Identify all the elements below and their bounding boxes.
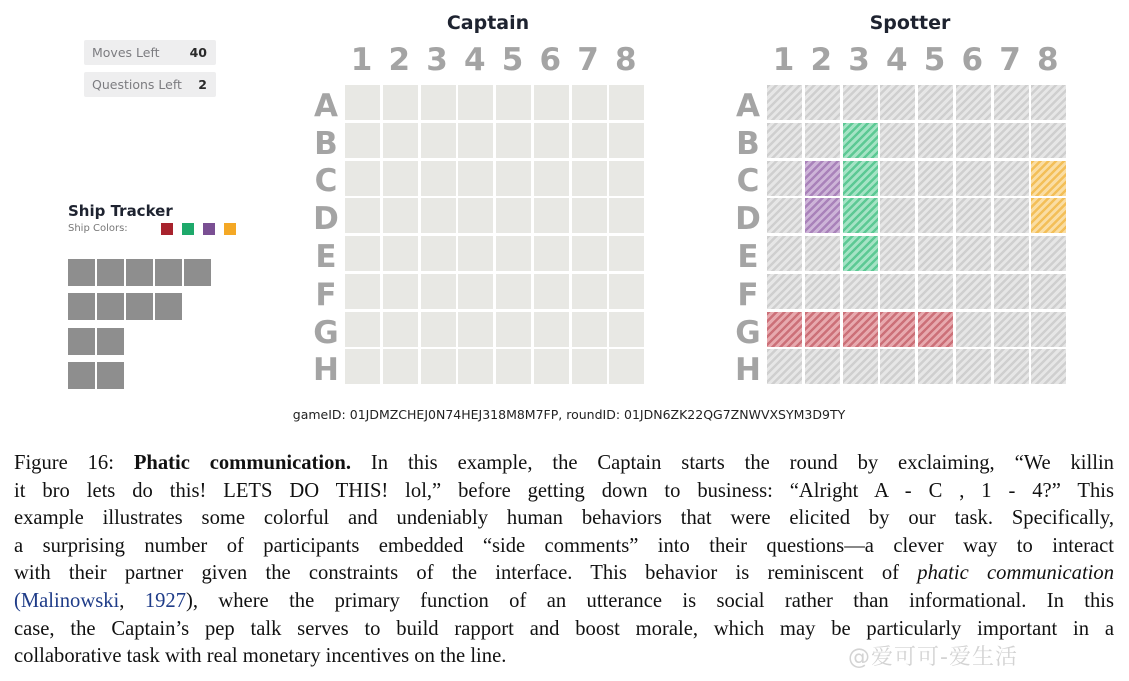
- spotter-col-4: 4: [885, 42, 908, 78]
- captain-cell-H6[interactable]: [534, 349, 569, 384]
- spotter-row-C: C: [736, 163, 760, 199]
- spotter-cell-C6: [956, 161, 991, 196]
- spotter-cell-B8: [1031, 123, 1066, 158]
- moves-left-box: [84, 40, 216, 65]
- captain-row-B: B: [314, 126, 338, 162]
- spotter-cell-C3: [843, 161, 878, 196]
- spotter-cell-F1: [767, 274, 802, 309]
- captain-cell-E6[interactable]: [534, 236, 569, 271]
- spotter-cell-B2: [805, 123, 840, 158]
- ship-segment: [97, 259, 124, 286]
- spotter-title: Spotter: [869, 12, 951, 34]
- ship-segment: [184, 259, 211, 286]
- caption-line-6: (Malinowski, 1927), where the primary function of an utterance is social rather than informational. In this: [14, 589, 1115, 612]
- caption-title: Phatic communication.: [133, 452, 352, 474]
- figure-caption: [14, 450, 1114, 671]
- spotter-cell-E3: [843, 236, 878, 271]
- ship-segment: [68, 362, 95, 389]
- captain-cell-G4[interactable]: [458, 312, 493, 347]
- captain-cell-H2[interactable]: [383, 349, 418, 384]
- spotter-cell-F7: [994, 274, 1029, 309]
- captain-cell-D3[interactable]: [421, 198, 456, 233]
- captain-cell-F2[interactable]: [383, 274, 418, 309]
- captain-row-C: C: [314, 163, 338, 199]
- spotter-cell-C7: [994, 161, 1029, 196]
- spotter-cell-B4: [880, 123, 915, 158]
- captain-col-2: 2: [388, 42, 411, 78]
- spotter-cell-D8: [1031, 198, 1066, 233]
- spotter-cell-F4: [880, 274, 915, 309]
- captain-cell-C7[interactable]: [572, 161, 607, 196]
- spotter-row-H: H: [735, 352, 761, 388]
- figure-label: Figure 16:: [14, 452, 114, 474]
- captain-cell-E2[interactable]: [383, 236, 418, 271]
- spotter-cell-C4: [880, 161, 915, 196]
- captain-cell-B6[interactable]: [534, 123, 569, 158]
- captain-cell-C2[interactable]: [383, 161, 418, 196]
- captain-cell-B4[interactable]: [458, 123, 493, 158]
- ship-color-swatch: [182, 223, 194, 235]
- captain-col-3: 3: [426, 42, 448, 78]
- spotter-cell-A7: [994, 85, 1029, 120]
- spotter-cell-A6: [956, 85, 991, 120]
- spotter-row-G: G: [735, 315, 761, 351]
- spotter-cell-H5: [918, 349, 953, 384]
- spotter-row-D: D: [735, 201, 761, 237]
- spotter-cell-D6: [956, 198, 991, 233]
- ship-segment: [155, 259, 182, 286]
- spotter-grid: [766, 84, 1068, 386]
- captain-cell-F4[interactable]: [458, 274, 493, 309]
- spotter-row-E: E: [737, 239, 759, 275]
- captain-cell-H8[interactable]: [609, 349, 644, 384]
- spotter-cell-D4: [880, 198, 915, 233]
- captain-cell-C4[interactable]: [458, 161, 493, 196]
- spotter-cell-H1: [767, 349, 802, 384]
- captain-col-5: 5: [501, 42, 524, 78]
- spotter-cell-C8: [1031, 161, 1066, 196]
- captain-cell-G5[interactable]: [496, 312, 531, 347]
- spotter-col-8: 8: [1036, 42, 1059, 78]
- spotter-col-5: 5: [923, 42, 946, 78]
- spotter-col-1: 1: [772, 42, 795, 78]
- captain-cell-E7[interactable]: [572, 236, 607, 271]
- phatic-term: phatic communication: [917, 562, 1114, 585]
- captain-cell-F5[interactable]: [496, 274, 531, 309]
- spotter-cell-E1: [767, 236, 802, 271]
- captain-cell-E1[interactable]: [345, 236, 380, 271]
- ship-segment: [126, 293, 153, 320]
- captain-cell-F7[interactable]: [572, 274, 607, 309]
- spotter-col-6: 6: [961, 42, 984, 78]
- citation-link[interactable]: Malinowski: [20, 589, 120, 612]
- spotter-cell-F2: [805, 274, 840, 309]
- captain-row-D: D: [313, 201, 339, 237]
- ship-tracker-title: Ship Tracker: [68, 202, 173, 220]
- ship-segment: [126, 259, 153, 286]
- caption-line-1: Figure 16: Phatic communication. In this example, the Captain starts the round by exclaiming, “We killin: [14, 452, 1114, 474]
- spotter-cell-E2: [805, 236, 840, 271]
- captain-cell-E3[interactable]: [421, 236, 456, 271]
- captain-col-8: 8: [614, 42, 637, 78]
- ship-tracker-ship: [68, 259, 211, 286]
- captain-cell-D8[interactable]: [609, 198, 644, 233]
- captain-cell-B8[interactable]: [609, 123, 644, 158]
- captain-row-F: F: [315, 277, 337, 313]
- captain-cell-H5[interactable]: [496, 349, 531, 384]
- spotter-col-7: 7: [999, 42, 1021, 78]
- captain-cell-G6[interactable]: [534, 312, 569, 347]
- spotter-cell-F8: [1031, 274, 1066, 309]
- captain-cell-D4[interactable]: [458, 198, 493, 233]
- caption-line-8: collaborative task with real monetary incentives on the line.: [14, 645, 507, 668]
- spotter-row-F: F: [737, 277, 759, 313]
- spotter-cell-G5: [918, 312, 953, 347]
- spotter-cell-D2: [805, 198, 840, 233]
- captain-col-1: 1: [350, 42, 373, 78]
- captain-cell-E4[interactable]: [458, 236, 493, 271]
- spotter-cell-H4: [880, 349, 915, 384]
- spotter-cell-E8: [1031, 236, 1066, 271]
- ship-segment: [68, 328, 95, 355]
- captain-cell-G2[interactable]: [383, 312, 418, 347]
- spotter-cell-H8: [1031, 349, 1066, 384]
- ship-segment: [155, 293, 182, 320]
- captain-cell-A8[interactable]: [609, 85, 644, 120]
- captain-cell-C8[interactable]: [609, 161, 644, 196]
- spotter-cell-G2: [805, 312, 840, 347]
- spotter-col-2: 2: [810, 42, 833, 78]
- spotter-cell-A4: [880, 85, 915, 120]
- captain-cell-B5[interactable]: [496, 123, 531, 158]
- watermark: @爱可可-爱生活: [848, 645, 1018, 670]
- captain-col-7: 7: [577, 42, 599, 78]
- spotter-cell-H6: [956, 349, 991, 384]
- captain-cell-G7[interactable]: [572, 312, 607, 347]
- spotter-cell-D5: [918, 198, 953, 233]
- captain-cell-H4[interactable]: [458, 349, 493, 384]
- spotter-cell-H2: [805, 349, 840, 384]
- ship-segment: [68, 293, 95, 320]
- captain-cell-A7[interactable]: [572, 85, 607, 120]
- spotter-cell-B1: [767, 123, 802, 158]
- ship-tracker-ship: [68, 362, 124, 389]
- ship-tracker-ship: [68, 328, 124, 355]
- citation-year-link[interactable]: 1927: [144, 589, 186, 612]
- captain-cell-C5[interactable]: [496, 161, 531, 196]
- questions-left-box: [84, 72, 216, 97]
- spotter-cell-C1: [767, 161, 802, 196]
- ship-segment: [97, 293, 124, 320]
- spotter-cell-A1: [767, 85, 802, 120]
- spotter-cell-C5: [918, 161, 953, 196]
- captain-row-G: G: [313, 315, 339, 351]
- captain-cell-A6[interactable]: [534, 85, 569, 120]
- spotter-cell-A8: [1031, 85, 1066, 120]
- spotter-cell-H3: [843, 349, 878, 384]
- ship-segment: [97, 328, 124, 355]
- spotter-cell-B5: [918, 123, 953, 158]
- game-ids: gameID: 01JDMZCHEJ0N74HEJ318M8M7FP, roundID: 01JDN6ZK22QG7ZNWVXSYM3D9TY: [292, 407, 846, 422]
- captain-cell-C6[interactable]: [534, 161, 569, 196]
- spotter-cell-B6: [956, 123, 991, 158]
- caption-line-2: it bro lets do this! LETS DO THIS! lol,” before getting down to business: “Alright A - C , 1 - 4?” This: [14, 479, 1114, 502]
- spotter-cell-D3: [843, 198, 878, 233]
- ship-segment: [68, 259, 95, 286]
- ship-tracker-ship: [68, 293, 182, 320]
- captain-cell-D7[interactable]: [572, 198, 607, 233]
- spotter-cell-G8: [1031, 312, 1066, 347]
- spotter-cell-A3: [843, 85, 878, 120]
- captain-col-4: 4: [463, 42, 486, 78]
- spotter-cell-G6: [956, 312, 991, 347]
- captain-cell-A2[interactable]: [383, 85, 418, 120]
- captain-cell-G3[interactable]: [421, 312, 456, 347]
- spotter-cell-B7: [994, 123, 1029, 158]
- spotter-cell-G7: [994, 312, 1029, 347]
- captain-cell-E8[interactable]: [609, 236, 644, 271]
- captain-cell-D1[interactable]: [345, 198, 380, 233]
- captain-cell-C3[interactable]: [421, 161, 456, 196]
- captain-cell-F8[interactable]: [609, 274, 644, 309]
- captain-cell-D5[interactable]: [496, 198, 531, 233]
- ship-color-swatch: [161, 223, 173, 235]
- spotter-cell-G1: [767, 312, 802, 347]
- spotter-cell-A2: [805, 85, 840, 120]
- spotter-cell-E7: [994, 236, 1029, 271]
- captain-cell-G1[interactable]: [345, 312, 380, 347]
- captain-title: Captain: [446, 12, 530, 34]
- spotter-cell-F3: [843, 274, 878, 309]
- questions-left-label: Questions Left: [92, 77, 182, 92]
- captain-cell-D2[interactable]: [383, 198, 418, 233]
- moves-left-label: Moves Left: [92, 45, 160, 60]
- spotter-cell-E4: [880, 236, 915, 271]
- captain-row-H: H: [313, 352, 339, 388]
- captain-cell-G8[interactable]: [609, 312, 644, 347]
- captain-cell-B3[interactable]: [421, 123, 456, 158]
- captain-cell-A1[interactable]: [345, 85, 380, 120]
- captain-cell-F6[interactable]: [534, 274, 569, 309]
- spotter-cell-G3: [843, 312, 878, 347]
- captain-grid: [344, 84, 646, 386]
- spotter-cell-D1: [767, 198, 802, 233]
- captain-cell-A3[interactable]: [421, 85, 456, 120]
- moves-left-value: 40: [189, 45, 207, 60]
- spotter-cell-E5: [918, 236, 953, 271]
- spotter-cell-G4: [880, 312, 915, 347]
- caption-line-5: with their partner given the constraints of the interface. This behavior is reminiscent of phatic communication: [14, 562, 1114, 585]
- captain-cell-C1[interactable]: [345, 161, 380, 196]
- captain-col-6: 6: [539, 42, 562, 78]
- spotter-cell-B3: [843, 123, 878, 158]
- ship-color-swatch: [203, 223, 215, 235]
- captain-row-E: E: [315, 239, 337, 275]
- spotter-cell-F6: [956, 274, 991, 309]
- spotter-row-A: A: [736, 88, 760, 124]
- caption-line-3: example illustrates some colorful and undeniably human behaviors that were elicited by our task. Specifically,: [14, 507, 1114, 530]
- captain-cell-E5[interactable]: [496, 236, 531, 271]
- captain-cell-A4[interactable]: [458, 85, 493, 120]
- ship-colors-label: Ship Colors:: [68, 223, 128, 234]
- spotter-cell-D7: [994, 198, 1029, 233]
- ship-segment: [97, 362, 124, 389]
- spotter-cell-H7: [994, 349, 1029, 384]
- spotter-col-3: 3: [848, 42, 870, 78]
- ship-color-swatch: [224, 223, 236, 235]
- captain-cell-B2[interactable]: [383, 123, 418, 158]
- captain-cell-A5[interactable]: [496, 85, 531, 120]
- questions-left-value: 2: [198, 77, 207, 92]
- captain-cell-B1[interactable]: [345, 123, 380, 158]
- spotter-cell-F5: [918, 274, 953, 309]
- spotter-cell-A5: [918, 85, 953, 120]
- captain-cell-H7[interactable]: [572, 349, 607, 384]
- spotter-cell-C2: [805, 161, 840, 196]
- spotter-row-B: B: [736, 126, 760, 162]
- caption-line-7: case, the Captain’s pep talk serves to build rapport and boost morale, which may be particularly important in a: [14, 617, 1114, 640]
- captain-cell-H1[interactable]: [345, 349, 380, 384]
- captain-cell-F3[interactable]: [421, 274, 456, 309]
- captain-cell-D6[interactable]: [534, 198, 569, 233]
- spotter-cell-E6: [956, 236, 991, 271]
- captain-cell-F1[interactable]: [345, 274, 380, 309]
- captain-cell-B7[interactable]: [572, 123, 607, 158]
- caption-line-4: a surprising number of participants embedded “side comments” into their questions—a clever way to interact: [14, 534, 1114, 557]
- captain-cell-H3[interactable]: [421, 349, 456, 384]
- captain-row-A: A: [314, 88, 338, 124]
